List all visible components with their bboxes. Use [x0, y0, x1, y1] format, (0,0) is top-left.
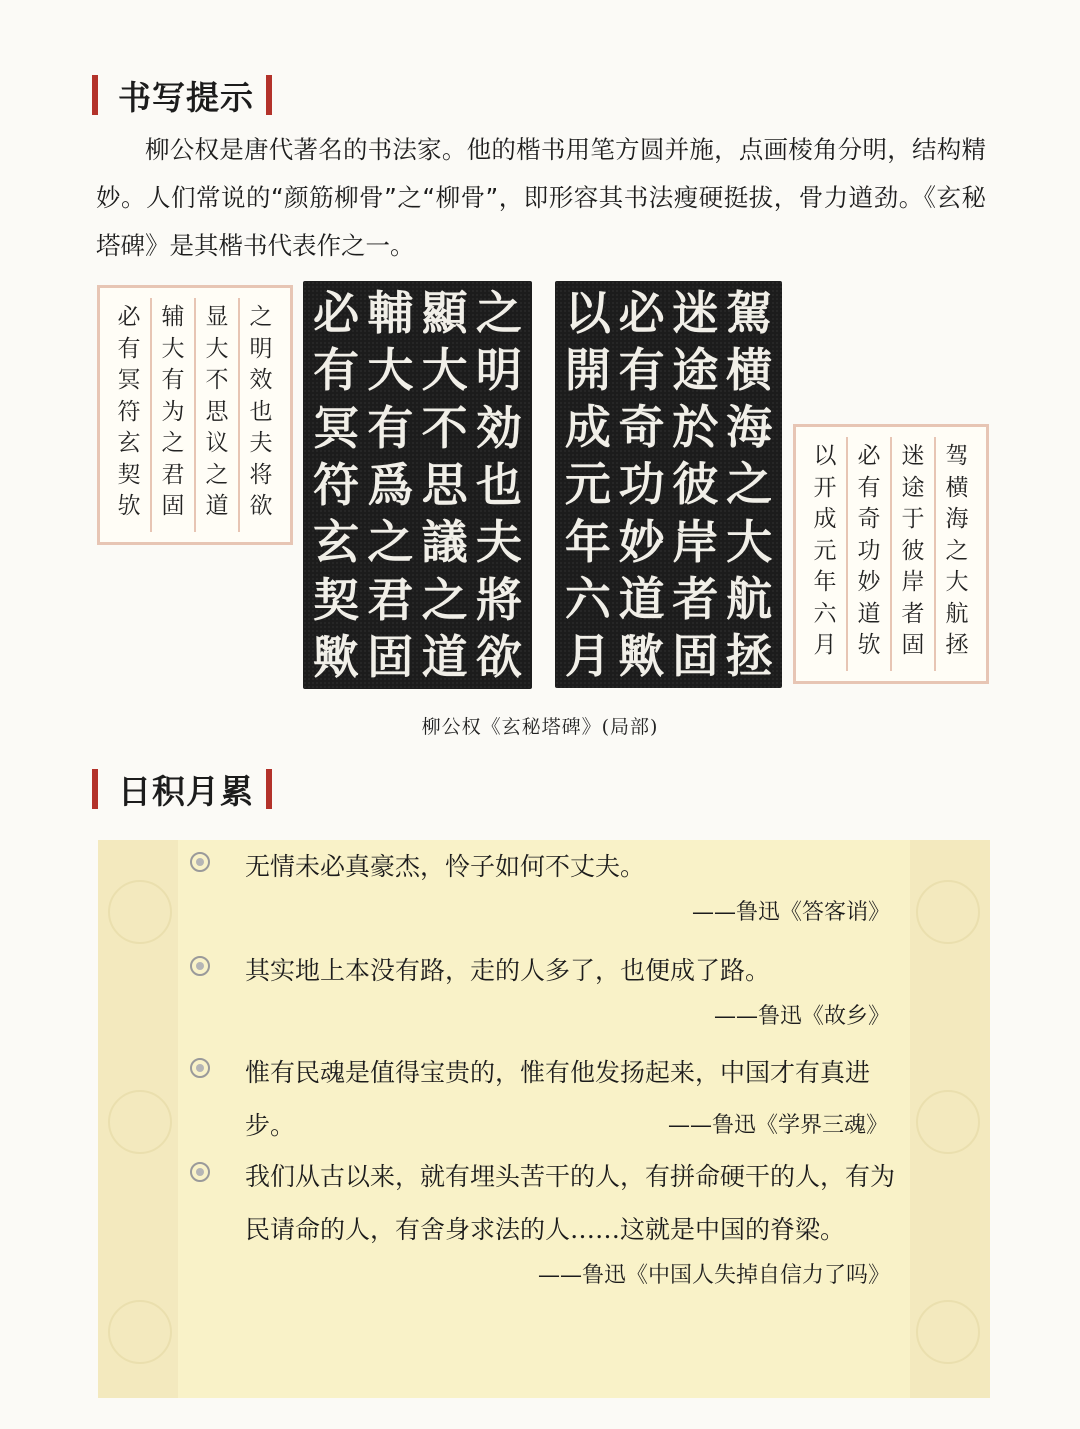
character: 顯 [421, 286, 468, 340]
intro-text: 柳公权是唐代著名的书法家。他的楷书用笔方圆并施，点画棱角分明，结构精妙。人们常说的“颜筋柳骨”之“柳骨”，即形容其书法瘦硬挺拔，骨力遒劲。《玄秘塔碑》是其楷书代表作之一。 [96, 135, 986, 260]
character: 妙 [618, 514, 665, 569]
character: 也 [475, 457, 522, 512]
rubbing-image-left [303, 281, 532, 689]
character: 迷 [672, 286, 719, 340]
character: 海 [726, 400, 773, 455]
character: 夫 [475, 515, 522, 570]
character: 岸 [672, 514, 719, 569]
character: 有 [117, 335, 141, 362]
character: 将 [249, 461, 273, 488]
figure-caption: 柳公权《玄秘塔碑》(局部) [421, 716, 659, 738]
character: 功 [857, 537, 881, 564]
character: 有 [161, 367, 185, 393]
text-column [363, 286, 417, 684]
character: 大 [945, 569, 969, 595]
character: 航 [726, 571, 773, 626]
character: 符 [117, 398, 141, 425]
character: 駕 [726, 286, 773, 340]
character: 固 [672, 628, 719, 683]
character: 月 [564, 628, 611, 683]
character: 以 [813, 443, 837, 469]
character: 大 [726, 514, 773, 569]
quote-source: ——鲁迅《中国人失掉自信力了吗》 [537, 1263, 890, 1288]
character: 冥 [313, 400, 360, 455]
character: 拯 [726, 628, 773, 683]
rubbing-image-right [555, 281, 782, 688]
heading-bar-right [266, 769, 272, 809]
character: 欤 [117, 493, 141, 519]
text-column [196, 298, 240, 532]
character: 拯 [945, 632, 969, 658]
quote-body: 惟有民魂是值得宝贵的，惟有他发扬起来，中国才有真进步。 [245, 1058, 871, 1140]
character: 玄 [117, 430, 141, 456]
quote-item [190, 840, 980, 933]
character: 大 [205, 335, 229, 362]
character: 之 [475, 286, 522, 340]
quote-source: ——鲁迅《学界三魂》 [667, 1113, 888, 1138]
heading-bar-left [92, 769, 98, 809]
left-translation-box [97, 285, 293, 545]
character: 將 [475, 572, 522, 627]
character: 欲 [475, 629, 522, 684]
bullet-circle-icon [190, 1162, 210, 1182]
quote-item [190, 944, 980, 1037]
character: 固 [161, 493, 185, 519]
character: 六 [813, 600, 837, 627]
character: 为 [161, 398, 185, 425]
character: 固 [901, 632, 925, 658]
character: 必 [117, 304, 141, 330]
character: 夫 [249, 430, 273, 456]
text-column [669, 286, 723, 683]
character: 年 [564, 514, 611, 569]
character: 成 [564, 400, 611, 455]
quote-text: 我们从古以来，就有埋头苦干的人，有拼命硬干的人，有为民请命的人，有舍身求法的人……这就是中国的脊梁。 [245, 1162, 896, 1244]
character: 奇 [857, 506, 881, 532]
quote-item [190, 1150, 980, 1296]
text-column [722, 286, 776, 683]
character: 之 [161, 430, 185, 456]
quote-text: 其实地上本没有路，走的人多了，也便成了路。 [245, 956, 771, 985]
character: 明 [249, 335, 273, 362]
character: 議 [421, 515, 468, 570]
quote-source: ——鲁迅《答客诮》 [691, 900, 890, 925]
character: 符 [313, 457, 360, 512]
ornament-icon [916, 1300, 980, 1364]
character: 君 [161, 461, 185, 488]
character: 契 [313, 572, 360, 627]
character: 大 [161, 335, 185, 362]
character: 航 [945, 600, 969, 627]
section-heading-writing-tips [92, 72, 272, 118]
character: 於 [672, 400, 719, 455]
character: 效 [249, 367, 273, 393]
heading-bar-left [92, 75, 98, 115]
character: 欲 [249, 493, 273, 519]
character: 之 [205, 461, 229, 488]
character: 大 [367, 343, 414, 398]
character: 元 [813, 537, 837, 564]
text-column [152, 298, 196, 532]
character: 彼 [672, 457, 719, 512]
quote-item [190, 1046, 980, 1152]
character: 显 [205, 304, 229, 330]
right-translation-box [793, 424, 989, 684]
character: 思 [205, 398, 229, 425]
character: 横 [726, 343, 773, 398]
character: 明 [475, 343, 522, 398]
character: 以 [564, 286, 611, 340]
character: 途 [672, 343, 719, 398]
section-title: 书写提示 [118, 77, 254, 117]
text-column [309, 286, 363, 684]
character: 迷 [901, 443, 925, 469]
character: 于 [901, 506, 925, 532]
character: 彼 [901, 537, 925, 564]
heading-bar-right [266, 75, 272, 115]
text-column [418, 286, 472, 684]
character: 必 [313, 286, 360, 340]
ornament-icon [108, 1300, 172, 1364]
character: 不 [421, 400, 468, 455]
character: 横 [945, 474, 969, 501]
character: 欤 [857, 632, 881, 658]
character: 议 [205, 430, 229, 456]
section-title: 日积月累 [118, 771, 254, 811]
character: 元 [564, 457, 611, 512]
character: 之 [367, 515, 414, 570]
character: 不 [205, 367, 229, 393]
character: 有 [367, 400, 414, 455]
text-column [892, 437, 936, 671]
character: 妙 [857, 569, 881, 595]
character: 必 [618, 286, 665, 340]
character: 思 [421, 457, 468, 512]
character: 之 [726, 457, 773, 512]
ornament-icon [108, 880, 172, 944]
character: 爲 [367, 457, 414, 512]
character: 開 [564, 343, 611, 398]
character: 歟 [313, 629, 360, 684]
character: 有 [618, 343, 665, 398]
ornament-icon [108, 1090, 172, 1154]
text-column [804, 437, 848, 671]
text-column [848, 437, 892, 671]
character: 有 [857, 474, 881, 501]
character: 輔 [367, 286, 414, 340]
character: 道 [421, 629, 468, 684]
character: 大 [421, 343, 468, 398]
character: 歟 [618, 628, 665, 683]
quote-source: ——鲁迅《故乡》 [713, 1004, 890, 1029]
section-heading-daily-accumulation [92, 766, 272, 812]
character: 君 [367, 572, 414, 627]
character: 之 [945, 537, 969, 564]
character: 道 [857, 600, 881, 627]
character: 驾 [945, 443, 969, 469]
character: 有 [313, 343, 360, 398]
bullet-circle-icon [190, 1058, 210, 1078]
bullet-circle-icon [190, 956, 210, 976]
character: 之 [421, 572, 468, 627]
character: 功 [618, 457, 665, 512]
character: 者 [672, 571, 719, 626]
character: 月 [813, 632, 837, 658]
intro-paragraph [96, 126, 986, 270]
character: 之 [249, 304, 273, 330]
character: 也 [249, 398, 273, 425]
character: 者 [901, 600, 925, 627]
character: 开 [813, 474, 837, 501]
text-column [240, 298, 282, 532]
character: 岸 [901, 569, 925, 595]
character: 六 [564, 571, 611, 626]
character: 奇 [618, 400, 665, 455]
text-column [936, 437, 978, 671]
bullet-circle-icon [190, 852, 210, 872]
quote-text: 无情未必真豪杰，怜子如何不丈夫。 [245, 852, 646, 881]
character: 年 [813, 569, 837, 595]
character: 契 [117, 461, 141, 488]
text-column [472, 286, 526, 684]
character: 成 [813, 506, 837, 532]
character: 海 [945, 506, 969, 532]
character: 効 [475, 400, 522, 455]
character: 道 [618, 571, 665, 626]
character: 辅 [161, 304, 185, 330]
character: 玄 [313, 515, 360, 570]
character: 必 [857, 443, 881, 469]
text-column [108, 298, 152, 532]
character: 道 [205, 493, 229, 519]
character: 途 [901, 474, 925, 501]
text-column [615, 286, 669, 683]
character: 冥 [117, 367, 141, 393]
character: 固 [367, 629, 414, 684]
text-column [561, 286, 615, 683]
